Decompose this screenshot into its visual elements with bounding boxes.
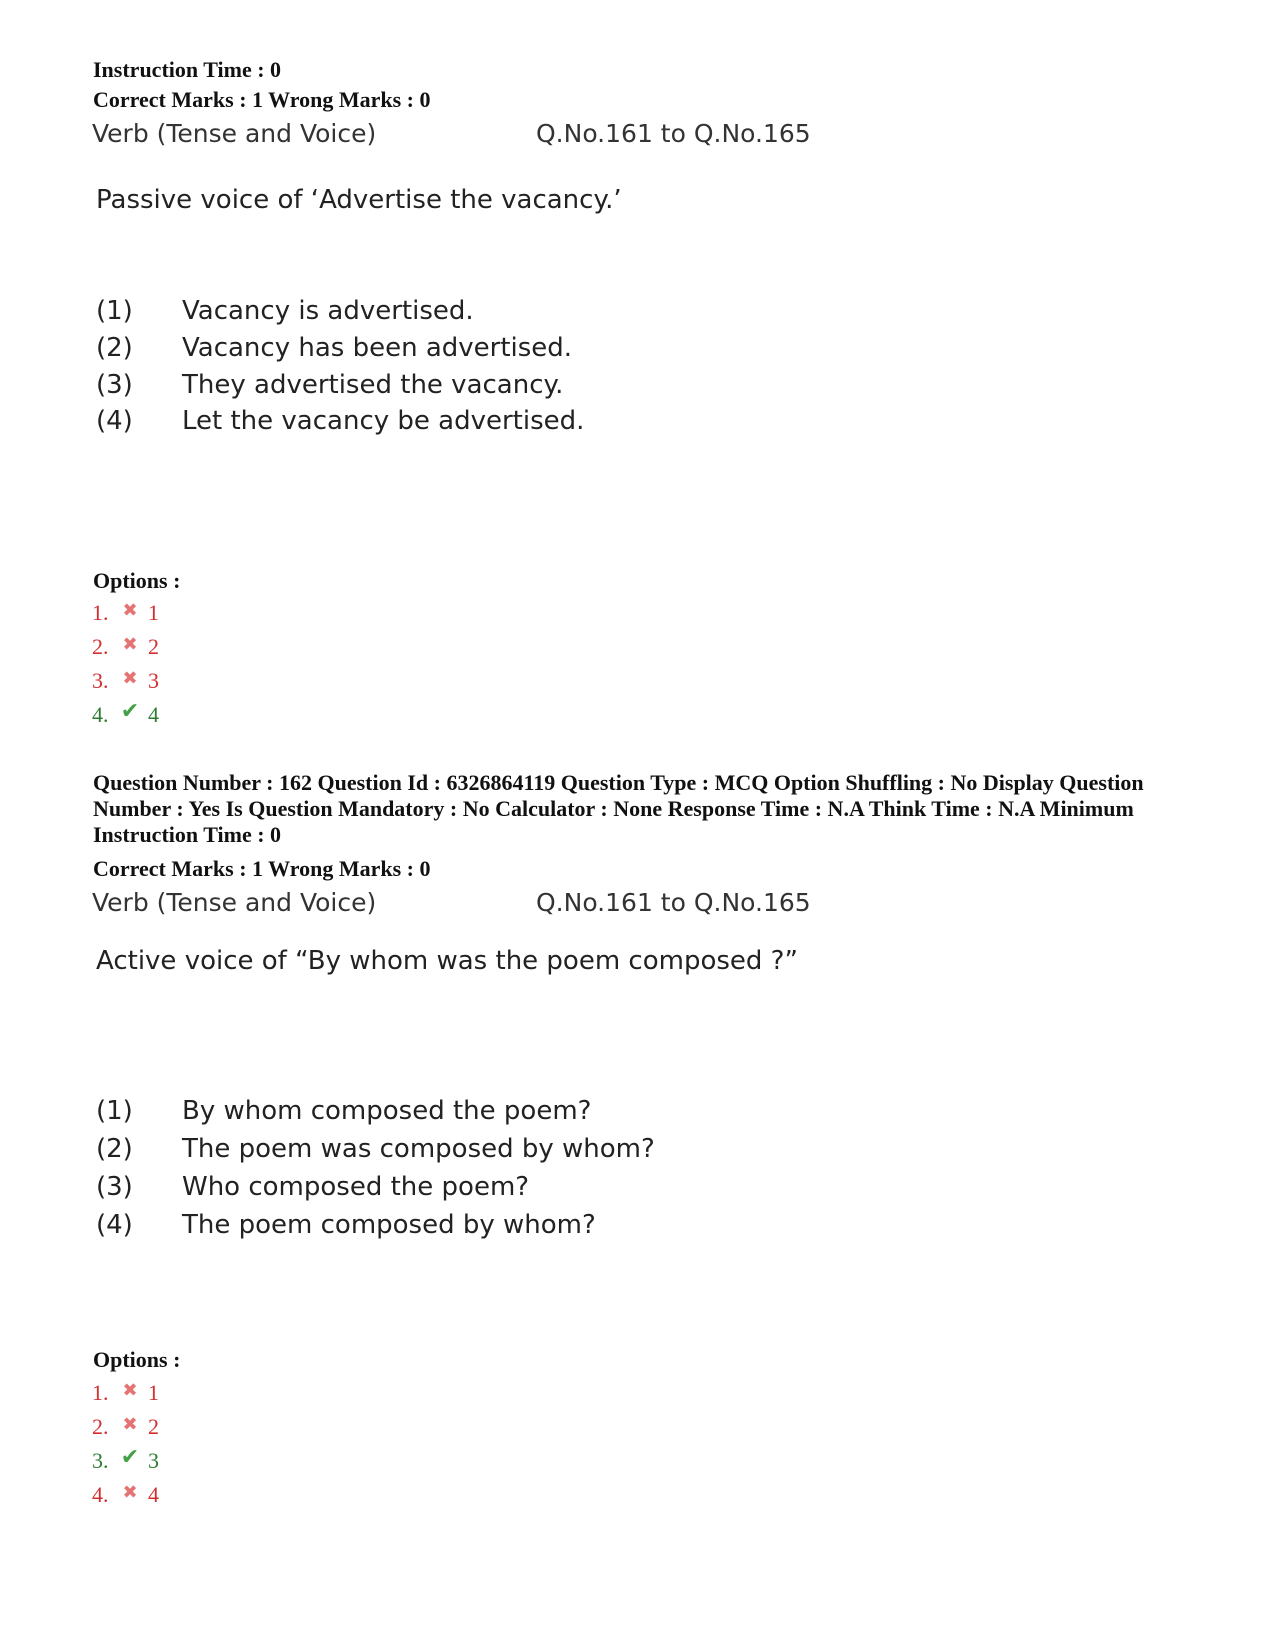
option-value: 1 [148,600,159,625]
q162-question-meta: Question Number : 162 Question Id : 6326864119 Question Type : MCQ Option Shuffling : No Display Question Number : Yes Is Question Mandatory : No Calculator : None Response Time : N.A Think Time : N.A Minimum Instruction Time : 0 [93,770,1144,847]
option-index: 3. [92,1448,109,1473]
choice-number: (3) [96,370,133,400]
choice-number: (4) [96,1210,133,1240]
cross-icon: ✖ [122,668,138,688]
option-value: 2 [148,1414,159,1439]
choice-text: Let the vacancy be advertised. [182,406,585,436]
option-value: 3 [148,1448,159,1473]
q161-question-stem: Passive voice of ‘Advertise the vacancy.’ [96,185,622,215]
option-index: 1. [92,1380,109,1405]
q161-options-title: Options : [93,568,181,593]
q162-question-stem: Active voice of “By whom was the poem composed ?” [96,946,798,976]
cross-icon: ✖ [122,600,138,620]
choice-number: (4) [96,406,133,436]
q162-option-2 [92,1414,159,1444]
q162-marks: Correct Marks : 1 Wrong Marks : 0 [93,856,431,881]
cross-icon: ✖ [122,634,138,654]
cross-icon: ✖ [122,1414,138,1434]
q161-option-1 [92,600,159,630]
q161-instruction-time: Instruction Time : 0 [93,57,282,82]
choice-text: They advertised the vacancy. [182,370,564,400]
q161-marks: Correct Marks : 1 Wrong Marks : 0 [93,87,431,112]
option-value: 1 [148,1380,159,1405]
choice-number: (2) [96,1134,133,1164]
checkmark-icon: ✔ [120,698,140,723]
option-index: 1. [92,600,109,625]
option-value: 4 [148,702,159,727]
choice-number: (1) [96,1096,133,1126]
q161-option-3 [92,668,159,698]
q161-option-2 [92,634,159,664]
option-index: 2. [92,634,109,659]
choice-number: (1) [96,296,133,326]
q162-topic-header: Verb (Tense and Voice) [92,888,377,917]
option-value: 4 [148,1482,159,1507]
cross-icon: ✖ [122,1482,138,1502]
choice-number: (2) [96,333,133,363]
option-index: 4. [92,1482,109,1507]
q162-option-1 [92,1380,159,1410]
q161-option-4 [92,698,159,732]
choice-text: Vacancy is advertised. [182,296,474,326]
q162-range-header: Q.No.161 to Q.No.165 [536,888,811,917]
option-value: 2 [148,634,159,659]
choice-text: Who composed the poem? [182,1172,530,1202]
option-index: 4. [92,702,109,727]
q162-options-title: Options : [93,1347,181,1372]
option-index: 2. [92,1414,109,1439]
choice-text: Vacancy has been advertised. [182,333,573,363]
q162-option-4 [92,1482,159,1512]
option-value: 3 [148,668,159,693]
option-index: 3. [92,668,109,693]
choice-number: (3) [96,1172,133,1202]
choice-text: The poem was composed by whom? [182,1134,655,1164]
q162-option-3 [92,1444,159,1478]
q161-range-header: Q.No.161 to Q.No.165 [536,119,811,148]
cross-icon: ✖ [122,1380,138,1400]
choice-text: By whom composed the poem? [182,1096,592,1126]
checkmark-icon: ✔ [120,1444,140,1469]
q161-topic-header: Verb (Tense and Voice) [92,119,377,148]
choice-text: The poem composed by whom? [182,1210,596,1240]
